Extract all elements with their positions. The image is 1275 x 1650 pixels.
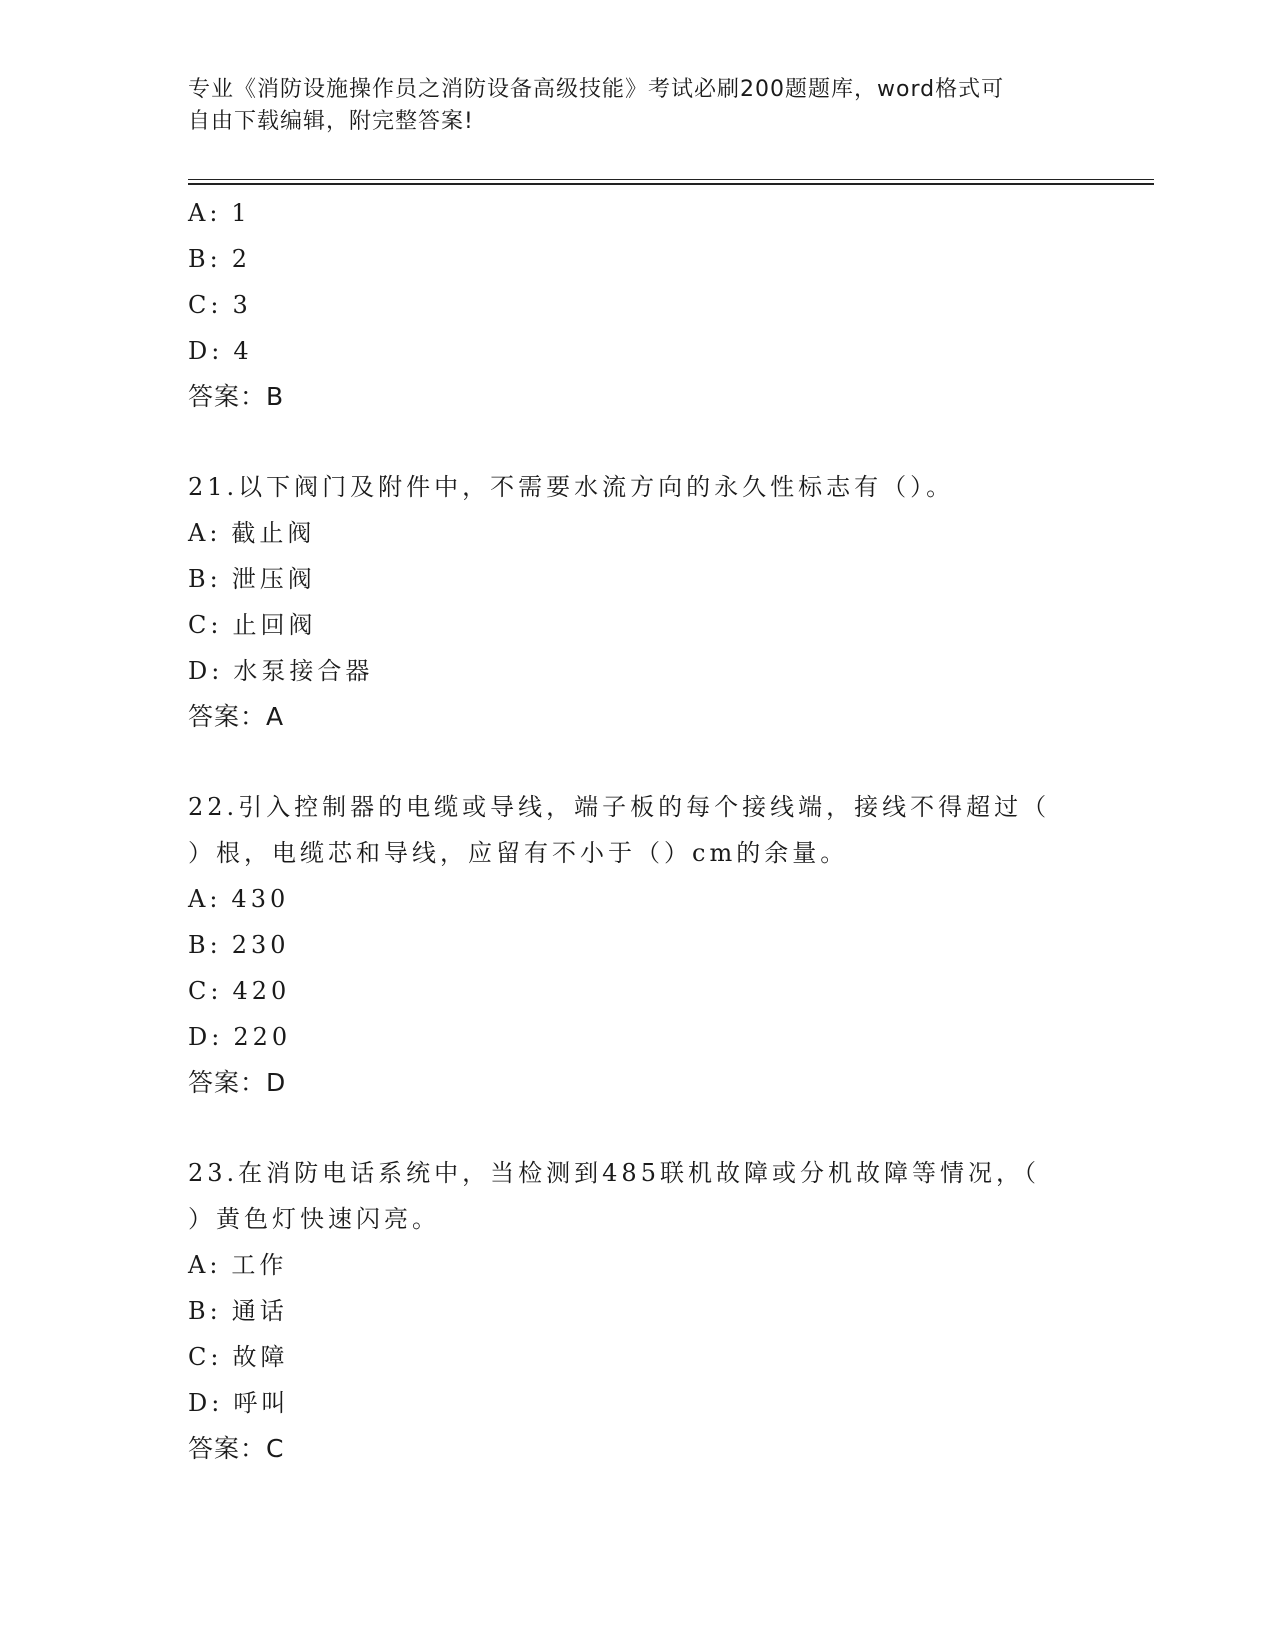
header-line-2: 自由下载编辑，附完整答案! bbox=[188, 109, 474, 134]
answer: 答案：A bbox=[188, 702, 285, 731]
option-d: D: 220 bbox=[188, 1023, 292, 1051]
option-a: A: 截止阀 bbox=[188, 519, 316, 547]
option-a: A: 1 bbox=[188, 199, 251, 227]
option-c: C: 止回阀 bbox=[188, 611, 317, 639]
question-22 bbox=[188, 784, 1078, 1106]
option-c: C: 故障 bbox=[188, 1343, 289, 1371]
question-stem-line-1: 23.在消防电话系统中，当检测到485联机故障或分机故障等情况，（ bbox=[188, 1159, 1040, 1187]
question-21 bbox=[188, 464, 1078, 740]
header-rule-thick bbox=[188, 183, 1154, 185]
option-b: B: 230 bbox=[188, 931, 290, 959]
option-a: A: 430 bbox=[188, 885, 290, 913]
question-stem-line-2: ）根，电缆芯和导线，应留有不小于（）cm的余量。 bbox=[188, 839, 849, 867]
question-23 bbox=[188, 1150, 1078, 1472]
option-d: D: 4 bbox=[188, 337, 253, 365]
header-rule-thin bbox=[188, 179, 1154, 180]
answer: 答案：D bbox=[188, 1068, 287, 1097]
question-stem-line-1: 22.引入控制器的电缆或导线，端子板的每个接线端，接线不得超过（ bbox=[188, 793, 1051, 821]
question-list bbox=[188, 190, 1078, 1516]
question-stem: 21.以下阀门及附件中，不需要水流方向的永久性标志有（）。 bbox=[188, 473, 955, 501]
option-c: C: 3 bbox=[188, 291, 252, 319]
option-c: C: 420 bbox=[188, 977, 291, 1005]
answer: 答案：C bbox=[188, 1434, 285, 1463]
header-line-1: 专业《消防设施操作员之消防设备高级技能》考试必刷200题题库，word格式可 bbox=[188, 77, 1005, 102]
question-20 bbox=[188, 190, 1078, 420]
page-header bbox=[188, 74, 1068, 138]
option-b: B: 泄压阀 bbox=[188, 565, 316, 593]
option-b: B: 2 bbox=[188, 245, 252, 273]
option-a: A: 工作 bbox=[188, 1251, 288, 1279]
option-b: B: 通话 bbox=[188, 1297, 288, 1325]
option-d: D: 呼叫 bbox=[188, 1389, 290, 1417]
question-stem-line-2: ）黄色灯快速闪亮。 bbox=[188, 1205, 440, 1233]
option-d: D: 水泵接合器 bbox=[188, 657, 374, 685]
answer: 答案：B bbox=[188, 382, 285, 411]
